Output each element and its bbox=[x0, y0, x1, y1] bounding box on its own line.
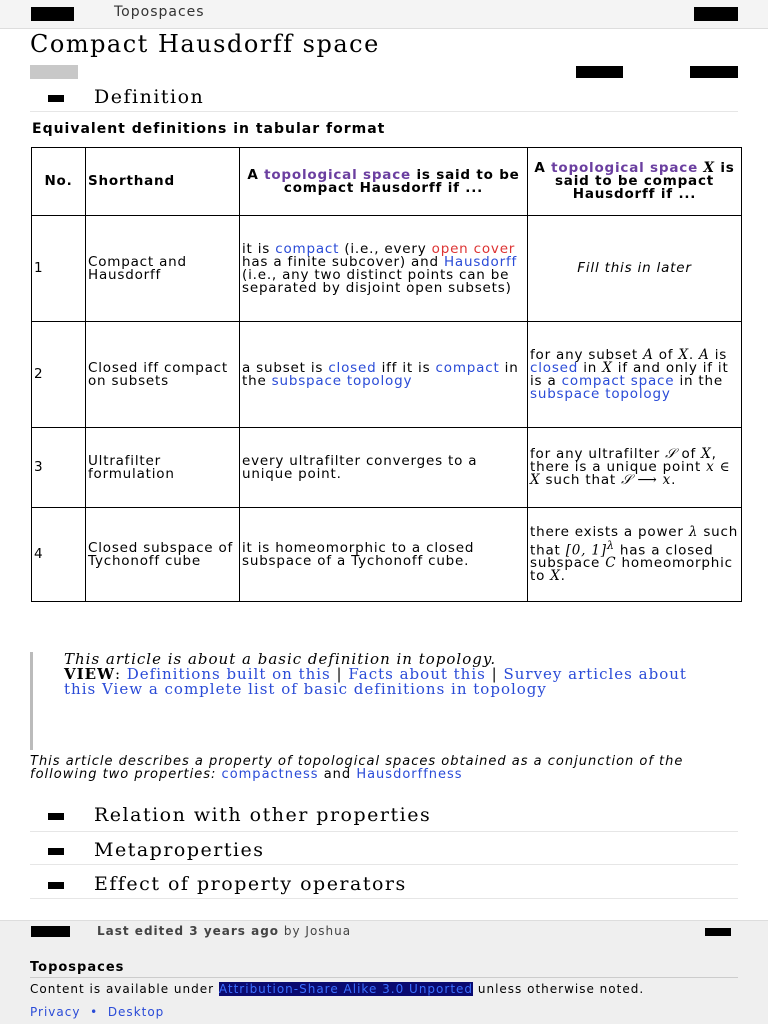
text: in the bbox=[679, 372, 723, 389]
table-header-row bbox=[32, 148, 742, 216]
math-x: X bbox=[701, 446, 712, 462]
text: (i.e., every bbox=[344, 240, 427, 257]
header-col3 bbox=[240, 148, 528, 216]
row-number: 2 bbox=[32, 322, 86, 428]
basic-definitions-list-link[interactable]: View a complete list of basic definitions in topology bbox=[101, 680, 547, 698]
top-bar bbox=[0, 0, 768, 29]
survey-articles-link[interactable]: Survey articles about this bbox=[64, 665, 687, 698]
text: for any subset bbox=[530, 346, 638, 363]
property-description bbox=[30, 755, 730, 781]
text: for any ultrafilter bbox=[530, 446, 660, 462]
closed-link[interactable]: closed bbox=[530, 359, 579, 376]
math-lambda: λ bbox=[606, 538, 615, 552]
compactness-link[interactable]: compactness bbox=[221, 767, 319, 782]
notice-lead: This article is about a basic definition in topology. bbox=[64, 650, 497, 668]
row-def-col3 bbox=[240, 216, 528, 322]
text: is said to be compact Hausdorff if ... bbox=[283, 166, 520, 196]
text: A bbox=[534, 160, 546, 176]
section-title: Definition bbox=[94, 86, 205, 108]
definitions-built-link[interactable]: Definitions built on this bbox=[126, 665, 331, 683]
math-x: X bbox=[550, 568, 561, 585]
topological-space-link[interactable]: topological space bbox=[551, 160, 699, 176]
last-edited: Last edited 3 years ago bbox=[97, 924, 280, 938]
edit-icon[interactable] bbox=[690, 66, 738, 78]
row-def-col4 bbox=[528, 322, 742, 428]
text: Content is available under bbox=[30, 982, 215, 996]
footer-divider bbox=[30, 977, 738, 978]
section-metaproperties[interactable] bbox=[30, 839, 738, 865]
compact-link[interactable]: compact bbox=[275, 240, 340, 257]
math-s: 𝒮 bbox=[665, 446, 677, 462]
text: in bbox=[583, 359, 598, 376]
text: has a finite subcover) and bbox=[242, 253, 439, 270]
closed-link[interactable]: closed bbox=[328, 359, 377, 376]
table-row bbox=[32, 322, 742, 428]
license-link[interactable]: Attribution-Share Alike 3.0 Unported bbox=[218, 982, 474, 996]
hausdorffness-link[interactable]: Hausdorffness bbox=[356, 767, 463, 782]
text: there exists a power bbox=[530, 523, 684, 540]
section-toggle-icon bbox=[48, 813, 64, 820]
table-caption: Equivalent definitions in tabular format bbox=[32, 121, 386, 137]
footer-site-name: Topospaces bbox=[30, 960, 125, 975]
compact-link[interactable]: compact bbox=[435, 359, 500, 376]
editor: by Joshua bbox=[283, 924, 352, 938]
text: it is bbox=[242, 240, 271, 257]
row-shorthand: Closed iff compact on subsets bbox=[86, 322, 240, 428]
section-toggle-icon bbox=[48, 848, 64, 855]
open-cover-link[interactable]: open cover bbox=[431, 240, 516, 257]
row-def-col4: Fill this in later bbox=[528, 216, 742, 322]
last-edited-bar[interactable] bbox=[0, 920, 768, 943]
row-number: 3 bbox=[32, 428, 86, 508]
text: . bbox=[671, 472, 677, 488]
footer-links bbox=[30, 1005, 164, 1019]
section-title: Relation with other properties bbox=[94, 804, 432, 826]
text: (i.e., any two distinct points can be separated by disjoint open subsets) bbox=[242, 266, 512, 296]
text: is bbox=[714, 346, 728, 363]
desktop-link[interactable]: Desktop bbox=[107, 1005, 165, 1019]
definitions-table bbox=[31, 147, 742, 602]
section-relation[interactable] bbox=[30, 804, 738, 832]
text: . bbox=[688, 346, 694, 363]
text: . bbox=[560, 568, 566, 585]
history-icon bbox=[31, 926, 70, 937]
subspace-topology-link[interactable]: subspace topology bbox=[530, 385, 671, 402]
text: A bbox=[247, 166, 259, 183]
math-x: X bbox=[703, 160, 715, 176]
language-icon[interactable] bbox=[30, 65, 78, 79]
view-links: VIEW: Definitions built on this | Facts about this | Survey articles about this View a complete list of basic definitions in topology bbox=[64, 665, 687, 698]
math-convergence: 𝒮 ⟶ x bbox=[621, 472, 672, 488]
section-definition[interactable] bbox=[30, 86, 738, 112]
separator: | bbox=[336, 665, 343, 683]
row-shorthand: Compact and Hausdorff bbox=[86, 216, 240, 322]
header-shorthand: Shorthand bbox=[86, 148, 240, 216]
last-edited-text bbox=[97, 924, 351, 938]
privacy-link[interactable]: Privacy bbox=[30, 1005, 81, 1019]
row-number: 4 bbox=[32, 508, 86, 602]
row-def-col4 bbox=[528, 508, 742, 602]
watch-icon[interactable] bbox=[576, 66, 623, 78]
separator: | bbox=[491, 665, 498, 683]
section-title: Effect of property operators bbox=[94, 873, 407, 895]
row-shorthand: Closed subspace of Tychonoff cube bbox=[86, 508, 240, 602]
row-def-col3: every ultrafilter converges to a unique point. bbox=[240, 428, 528, 508]
text: unless otherwise noted. bbox=[477, 982, 645, 996]
text: in the bbox=[242, 359, 519, 389]
article-notice bbox=[30, 652, 714, 750]
text: , there is a unique point bbox=[530, 446, 717, 475]
math-x-in-x: x ∈ X bbox=[530, 459, 731, 488]
text: has a closed subspace bbox=[530, 542, 714, 572]
text: of bbox=[658, 346, 674, 363]
math-c: C bbox=[605, 555, 617, 572]
page-title: Compact Hausdorff space bbox=[30, 30, 380, 58]
search-icon[interactable] bbox=[694, 7, 738, 21]
table-row bbox=[32, 216, 742, 322]
section-operators[interactable] bbox=[30, 873, 738, 899]
row-number: 1 bbox=[32, 216, 86, 322]
text: of bbox=[681, 446, 697, 462]
text: homeomorphic to bbox=[530, 555, 733, 585]
site-name[interactable]: Topospaces bbox=[114, 4, 205, 20]
math-interval: [0, 1] bbox=[565, 542, 607, 559]
footer bbox=[0, 943, 768, 1024]
text: This article describes a property of topological spaces obtained as a conjunction of the following two properties: bbox=[30, 754, 684, 782]
subspace-topology-link[interactable]: subspace topology bbox=[271, 372, 413, 389]
table-row bbox=[32, 508, 742, 602]
math-lambda: λ bbox=[688, 523, 699, 540]
text: if and only if it is a bbox=[530, 359, 729, 389]
license-text bbox=[30, 983, 730, 995]
hausdorff-link[interactable]: Hausdorff bbox=[443, 253, 518, 270]
topological-space-link[interactable]: topological space bbox=[264, 166, 411, 183]
header-no: No. bbox=[32, 148, 86, 216]
header-col4 bbox=[528, 148, 742, 216]
text: such that bbox=[545, 472, 616, 488]
math-a: A bbox=[643, 346, 654, 363]
math-x: X bbox=[678, 346, 689, 363]
row-def-col3: it is homeomorphic to a closed subspace of a Tychonoff cube. bbox=[240, 508, 528, 602]
row-def-col3 bbox=[240, 322, 528, 428]
chevron-right-icon bbox=[705, 928, 731, 936]
text: such that bbox=[530, 523, 739, 559]
separator: • bbox=[90, 1005, 99, 1019]
view-label: VIEW bbox=[64, 665, 115, 683]
text: iff it is bbox=[381, 359, 431, 376]
text: and bbox=[323, 767, 352, 782]
math-a: A bbox=[699, 346, 710, 363]
section-toggle-icon bbox=[48, 95, 64, 102]
math-x: X bbox=[602, 359, 613, 376]
section-toggle-icon bbox=[48, 882, 64, 889]
text: a subset is bbox=[242, 359, 324, 376]
table-row bbox=[32, 428, 742, 508]
row-shorthand: Ultrafilter formulation bbox=[86, 428, 240, 508]
text: is said to be compact Hausdorff if ... bbox=[554, 160, 735, 202]
facts-link[interactable]: Facts about this bbox=[348, 665, 486, 683]
menu-icon[interactable] bbox=[31, 7, 74, 21]
row-def-col4 bbox=[528, 428, 742, 508]
compact-space-link[interactable]: compact space bbox=[561, 372, 675, 389]
section-title: Metaproperties bbox=[94, 839, 265, 861]
